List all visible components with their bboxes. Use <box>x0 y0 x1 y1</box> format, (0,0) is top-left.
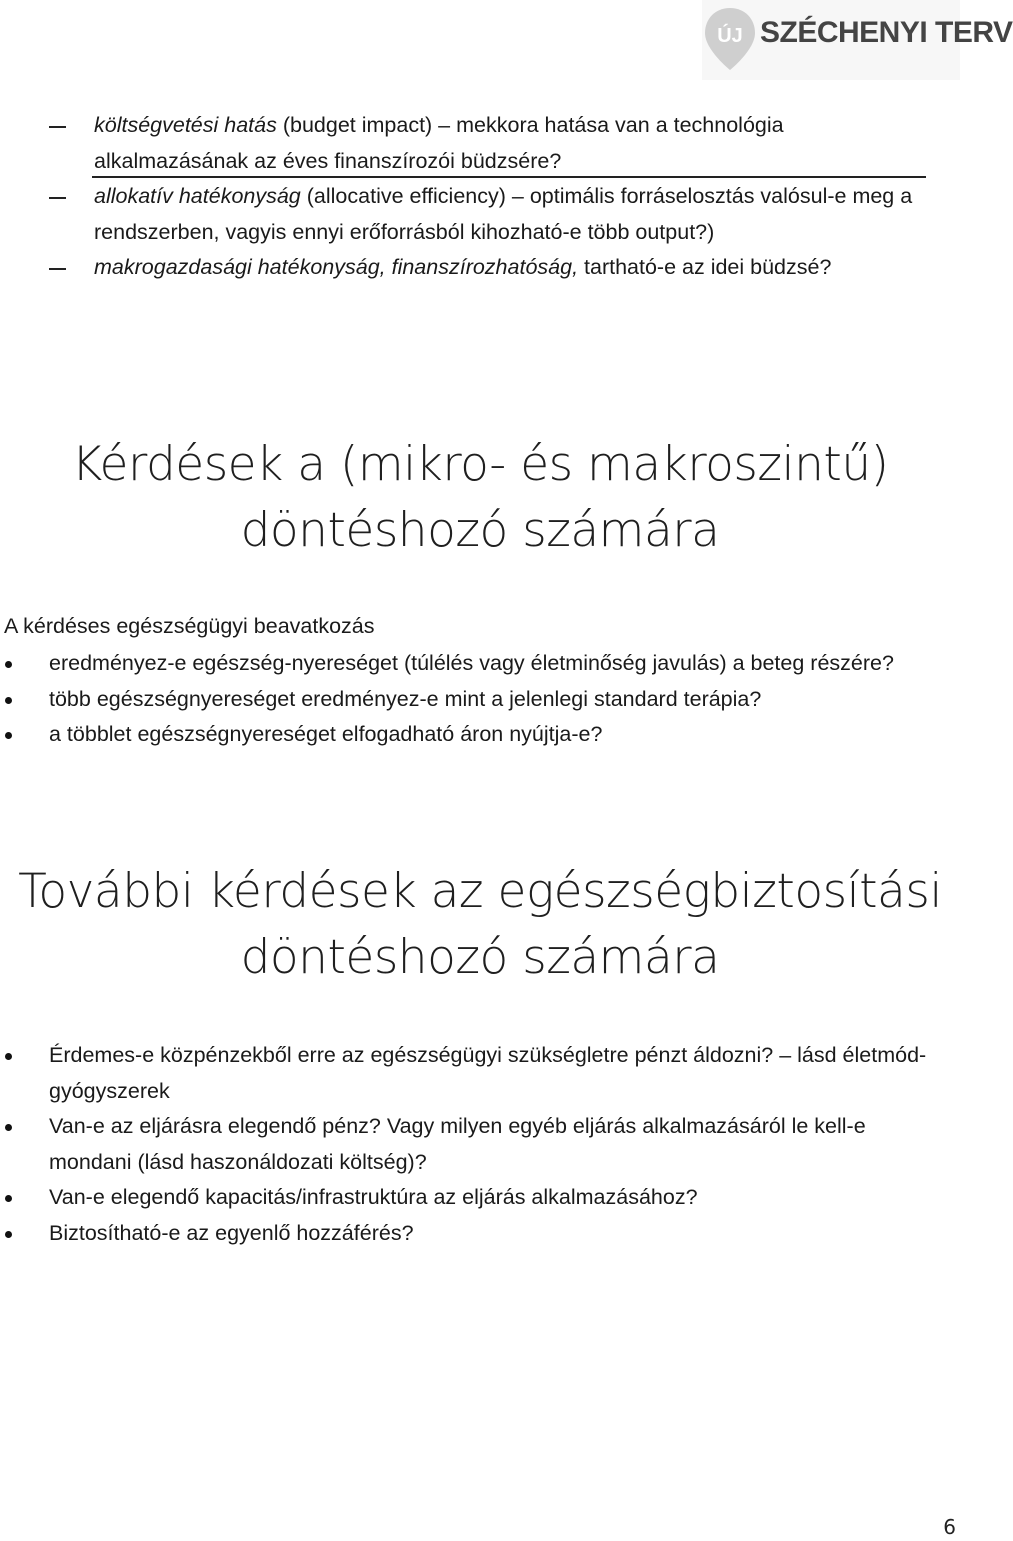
bullet-dot-icon <box>5 1231 12 1238</box>
heading-line: Kérdések a (mikro- és makroszintű) <box>71 437 889 492</box>
dash-list <box>0 108 960 286</box>
list-item <box>0 1109 960 1180</box>
dash-item-text: (budget impact) – mekkora hatása van a technológia alkalmazásának az éves finanszírozói büdzsére? <box>94 113 784 173</box>
dash-item <box>0 108 960 179</box>
dash-bullet-icon <box>49 197 66 199</box>
logo-mark-text: ÚJ <box>717 25 743 47</box>
horizontal-divider <box>92 176 926 178</box>
dash-item <box>0 250 960 286</box>
heading-line: További kérdések az egészségbiztosítási <box>18 864 942 919</box>
logo-text: SZÉCHENYI TERV <box>760 16 1013 49</box>
list-item <box>0 646 960 682</box>
list-item-text: Érdemes-e közpénzekből erre az egészségügyi szükségletre pénzt áldozni? – lásd életmód-gyógyszerek <box>49 1043 927 1103</box>
intro-text: A kérdéses egészségügyi beavatkozás <box>4 614 375 638</box>
bullet-list <box>0 646 960 753</box>
list-item <box>0 1216 960 1252</box>
list-item-text: Biztosítható-e az egyenlő hozzáférés? <box>49 1220 414 1245</box>
dash-item <box>0 179 960 250</box>
bullet-dot-icon <box>5 661 12 668</box>
list-item <box>0 1038 960 1109</box>
section-heading-insurance-decision-makers <box>0 859 960 991</box>
dash-bullet-icon <box>49 268 66 270</box>
szechenyi-terv-logo <box>702 0 1013 80</box>
bullet-dot-icon <box>5 697 12 704</box>
dash-item-text: tartható-e az idei büdzsé? <box>578 255 832 279</box>
page-number: 6 <box>943 1515 956 1539</box>
dash-item-term: költségvetési hatás <box>94 113 277 137</box>
list-item-text: a többlet egészségnyereséget elfogadható áron nyújtja-e? <box>49 722 603 746</box>
dash-item-text: (allocative efficiency) – optimális forráselosztás valósul-e meg a rendszerben, vagyis ennyi erőforrásból kihozható-e több output?) <box>94 184 913 244</box>
list-item-text: több egészségnyereséget eredményez-e mint a jelenlegi standard terápia? <box>49 686 762 711</box>
heading-line: döntéshozó számára <box>240 930 720 985</box>
bullet-dot-icon <box>5 1124 12 1131</box>
bullet-list <box>0 1038 960 1251</box>
list-item <box>0 682 960 718</box>
dash-item-term: allokatív hatékonyság <box>94 184 301 208</box>
list-item <box>0 717 960 753</box>
list-item-text: Van-e elegendő kapacitás/infrastruktúra az eljárás alkalmazásához? <box>49 1185 698 1209</box>
bullet-dot-icon <box>5 732 12 739</box>
location-pin-icon <box>702 6 758 72</box>
dash-item-term: makrogazdasági hatékonyság, finanszírozhatóság, <box>94 255 579 279</box>
bullet-dot-icon <box>5 1195 12 1202</box>
list-item-text: Van-e az eljárásra elegendő pénz? Vagy milyen egyéb eljárás alkalmazásáról le kell-e mondani (lásd haszonáldozati költség)? <box>49 1114 866 1174</box>
bullet-dot-icon <box>5 1053 12 1060</box>
list-item <box>0 1180 960 1216</box>
list-item-text: eredményez-e egészség-nyereséget (túlélés vagy életminőség javulás) a beteg részére? <box>49 651 894 675</box>
dash-bullet-icon <box>49 126 66 128</box>
heading-line: döntéshozó számára <box>240 503 720 558</box>
section-heading-decision-makers <box>0 432 960 564</box>
